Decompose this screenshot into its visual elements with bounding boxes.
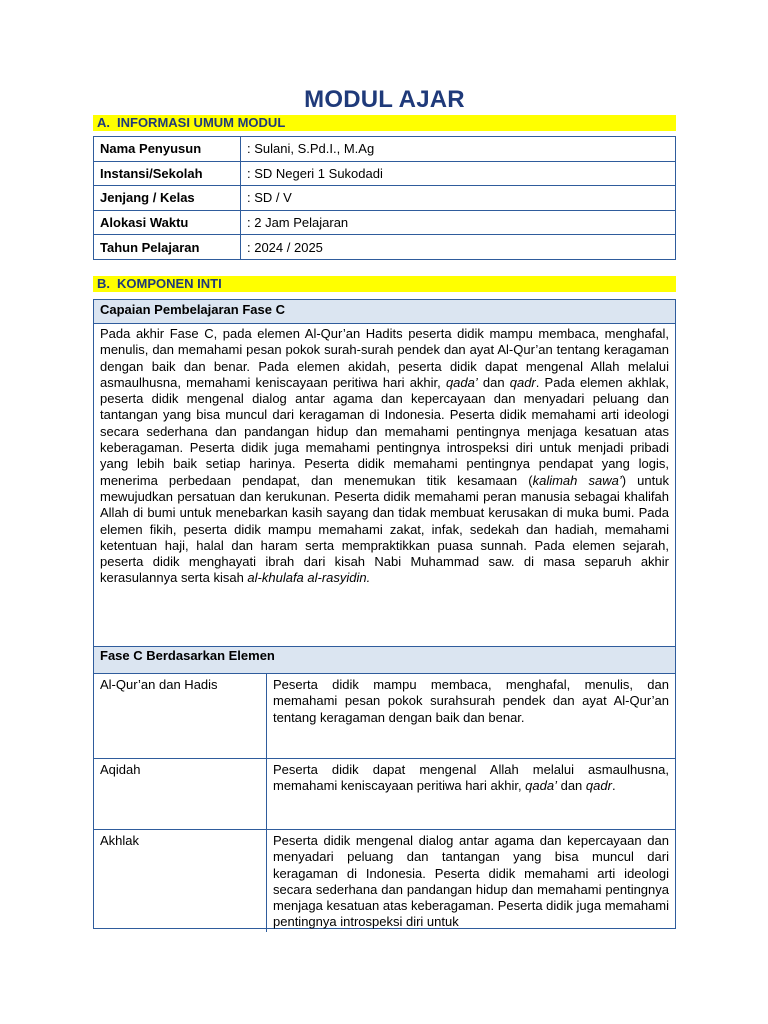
capaian-text-part: dan [477, 374, 510, 390]
capaian-term-khulafa: al-khulafa al-rasyidin. [247, 570, 371, 586]
table-row [94, 137, 676, 162]
info-table [93, 136, 676, 260]
info-key: Instansi/Sekolah [94, 161, 241, 186]
info-key: Jenjang / Kelas [94, 186, 241, 211]
capaian-term-kalimah: kalimah sawa’ [532, 472, 622, 488]
elemen-term-qadr: qadr [585, 778, 612, 794]
elemen-table [94, 673, 675, 932]
capaian-text-part: Pada akhir Fase C, pada elemen Al-Qur’an Hadits peserta didik mampu membaca, menghafal, menulis, dan memahami pesan pokok surah-surah pendek dan ayat Al-Qur’an tentang keragaman dengan baik dan benar. Pada elemen akidah, peserta didik dapat mengenal Allah melalui asmaulhusna, memahami keniscayaan peritiwa hari akhir, [100, 326, 669, 390]
info-key: Tahun Pelajaran [94, 235, 241, 260]
table-row [94, 186, 676, 211]
capaian-text-part: ) untuk mewujudkan persatuan dan kerukunan. Peserta didik memahami peran manusia sebagai khalifah Allah di bumi untuk menebarkan kasih sayang dan tidak membuat kerusakan di muka bumi. Pada elemen fikih, peserta didik mampu memahami zakat, infak, sedekah dan hadiah, memahami ketentuan haji, halal dan haram serta mempraktikkan puasa sunnah. Pada elemen sejarah, peserta didik menghayati ibrah dari kisah Nabi Muhammad saw. di masa separuh akhir kerasulannya serta kisah [100, 472, 669, 586]
page-title: MODUL AJAR [304, 86, 465, 113]
table-row [94, 161, 676, 186]
capaian-text [94, 324, 675, 646]
info-key: Nama Penyusun [94, 137, 241, 162]
info-value: : SD Negeri 1 Sukodadi [241, 161, 676, 186]
table-row [94, 674, 675, 759]
section-a-letter: A. [97, 115, 110, 130]
info-value: : 2024 / 2025 [241, 235, 676, 260]
section-b-label: KOMPONEN INTI [117, 276, 222, 291]
info-value: : Sulani, S.Pd.I., M.Ag [241, 137, 676, 162]
elemen-desc-part: . [611, 778, 616, 794]
capaian-text-part: . Pada elemen akhlak, peserta didik mengenal dialog antar agama dan kepercayaan dan menyadari peluang dan tantangan yang bisa muncul dari keragaman di Indonesia. Peserta didik memahami arti ideologi secara sederhana dan pandangan hidup dan memahami pentingnya menjaga kesatuan atas keberagaman. Peserta didik juga memahami pentingnya introspeksi diri untuk menjadi pribadi yang lebih baik setiap harinya. Peserta didik memahami pentingnya pendapat yang logis, menerima perbedaan pendapat, dan menemukan titik kesamaan ( [100, 374, 670, 488]
elemen-desc-clip: Peserta didik mengenal dialog antar agama dan kepercayaan dan menyadari peluang dan tantangan yang bisa muncul dari keragaman di Indonesia. Peserta didik memahami arti ideologi secara sederhana dan pandangan hidup dan memahami pentingnya menjaga kesatuan atas keberagaman. Peserta didik juga memahami pentingnya introspeksi diri untuk [273, 833, 669, 929]
elemen-name: Al-Qur’an dan Hadis [94, 674, 267, 759]
capaian-heading: Capaian Pembelajaran Fase C [94, 300, 675, 324]
elemen-desc [267, 830, 676, 933]
info-value: : SD / V [241, 186, 676, 211]
komponen-inti-box [93, 299, 676, 929]
section-a-heading [93, 115, 676, 131]
table-row [94, 830, 675, 933]
elemen-name: Akhlak [94, 830, 267, 933]
elemen-name: Aqidah [94, 759, 267, 830]
info-value: : 2 Jam Pelajaran [241, 210, 676, 235]
info-key: Alokasi Waktu [94, 210, 241, 235]
elemen-heading: Fase C Berdasarkan Elemen [94, 646, 675, 673]
section-b-letter: B. [97, 276, 110, 291]
elemen-desc [267, 759, 676, 830]
section-b-heading [93, 276, 676, 292]
capaian-term-qada: qada’ [445, 374, 478, 390]
elemen-desc: Peserta didik mampu membaca, menghafal, menulis, dan memahami pesan pokok surahsurah pendek dan ayat Al-Qur’an tentang keragaman dengan baik dan benar. [267, 674, 676, 759]
elemen-desc-part: Peserta didik dapat mengenal Allah melalui asmaulhusna, memahami keniscayaan peritiwa hari akhir, [273, 762, 669, 794]
elemen-term-qada: qada’ [525, 778, 557, 794]
section-a-label: INFORMASI UMUM MODUL [117, 115, 286, 130]
capaian-term-qadr: qadr [509, 374, 536, 390]
table-row [94, 759, 675, 830]
elemen-desc-part: dan [556, 778, 586, 794]
table-row [94, 210, 676, 235]
table-row [94, 235, 676, 260]
